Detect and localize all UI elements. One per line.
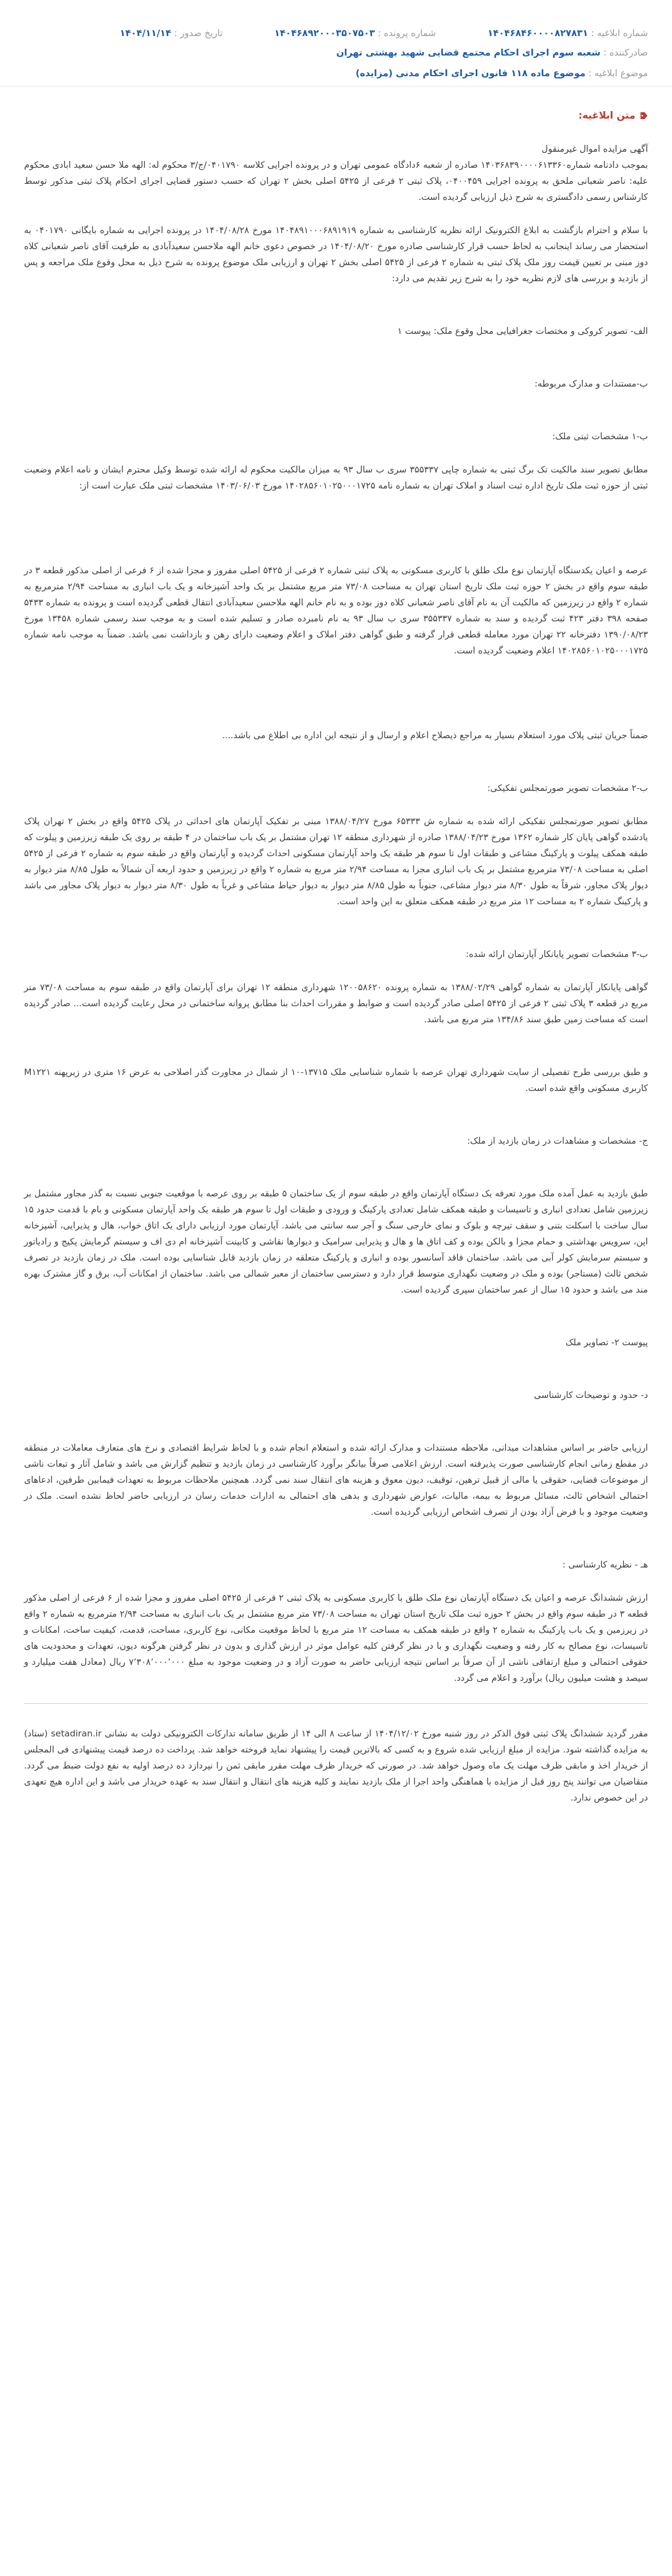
spacer [24,444,648,462]
notice-paragraph: عرصه و اعیان یکدستگاه آپارتمان نوع ملک طلق با کاربری مسکونی به پلاک ثبتی شماره ۲ فرعی از ۵۴۲۵ اصلی مفروز و مجزا شده از ۶ فرعی از اصلی مذکور قطعه ۳ در طبقه سوم واقع در بخش ۲ حوزه ثبت ملک تاریخ استان تهران به مساحت ۷۳/۰۸ متر مربع مشتمل بر یک واحد آشپزخانه و یک باب انباری به مساحت ۲/۹۴ مترمربع به شماره ۲ واقع در زیرزمین که مالکیت آن به نام آقای ناصر شعبانی کلاه دوز بوده و به نام خانم الهه ملاحسن سعیدآبادی انتقال قطعی گردیده است و پرونده به شماره ۵۴۳۳ صفحه ۳۹۸ دفتر ۴۲۳ ثبت گردیده و سند به شماره ۳۵۵۳۳۷ سری ب سال ۹۳ به نام نامبرده صادر و تسلیم شده است و به موجب سند رسمی شماره ۱۳۴۵۸ مورخ ۱۳۹۰/۰۸/۲۳ دفترخانه ۲۲ تهران مورد معامله قطعی قرار گرفته و طبق گواهی دفتر املاک و اعلام وضعیت دارای رهن و بازداشت نمی باشد. ضمناً به موجب نامه شماره ۱۴۰۲۸۵۶۰۱۰۲۵۰۰۰۱۷۲۵ اعلام وضعیت گردیده است. [24,565,648,656]
spacer [24,659,648,727]
notice-paragraph: ب-مستندات و مدارک مربوطه: [534,379,648,389]
notice-paragraph: ب-۳ مشخصات تصویر پایانکار آپارتمان ارائه شده: [465,949,648,959]
issuer-label: صادرکننده : [603,47,648,58]
spacer [24,1096,648,1133]
spacer [24,286,648,323]
issuer-row [336,47,648,58]
notice-paragraph: مقرر گردید ششدانگ پلاک ثبتی فوق الذکر در روز شنبه مورخ ۱۴۰۴/۱۲/۰۲ از ساعت ۸ الی ۱۴ از طریق سامانه تدارکات الکترونیکی دولت به نشانی setadiran.ir (ستاد) به مزایده گذاشته شود. مزایده از مبلغ ارزیابی شده شروع و به کسی که بالاترین قیمت را پیشنهاد نماید فروخته خواهد شد. پرداخت ده درصد قیمت پیشنهادی فی المجلس از خریدار اخذ و مابقی ظرف مهلت یک ماه وصول خواهد شد. در صورتی که خریدار ظرف مهلت مقرر مابقی ثمن را نپردازد ده درصد اولیه به نفع دولت ضبط می گردد. متقاضیان می توانند پنج روز قبل از مزایده با هماهنگی واحد اجرا از ملک بازدید نمایند و کلیه هزینه های انتقال و انتقال سند به عهده خریدار می باشد و این اداره هیچ تعهدی در این خصوص ندارد. [24,1728,648,1803]
notice-paragraph: با سلام و احترام بازگشت به ابلاغ الکترونیک ارائه نظریه کارشناسی به شماره ۱۴۰۴۸۹۱۰۰۰۶۸۹۱۹۱۹ مورخ ۱۴۰۴/۰۸/۲۸ در پرونده اجرایی به شماره بایگانی ۰۴۰۱۷۹۰ به استحضار می رساند اینجانب به لحاظ حسب قرار کارشناسی صادره مورخ ۱۴۰۴/۰۸/۲۰ در خصوص دعوی خانم الهه ملاحسن سعیدآبادی به طرفیت آقای ناصر شعبانی کلاه دوز مبنی بر تعیین قیمت روز ملک پلاک ثبتی به شماره ۲ فرعی از ۵۴۲۵ اصلی بخش ۲ تهران و ارزیابی ملک موضوع پرونده به شرح ذیل به محل وقوع ملک مراجعه و پس از بازدید و بررسی های لازم نظریه خود را به شرح زیر تقدیم می دارد: [24,225,648,283]
notice-paragraph: ب-۱ مشخصات ثبتی ملک: [552,431,648,442]
case-no-label: شماره پرونده : [378,27,436,38]
issuer: شعبه سوم اجرای احکام مجتمع قضایی شهید بهشتی تهران [336,47,601,58]
subject-row [355,68,648,78]
notice-paragraph: بموجب دادنامه شماره۱۴۰۳۶۸۳۹۰۰۰۰۶۱۳۳۶۰ صادره از شعبه ۶دادگاه عمومی تهران و در پرونده اجرایی کلاسه ۰۴۰۱۷۹۰/ج/۳ محکوم له: الهه ملا حسن سعید ابادی محکوم علیه: ناصر شعبانی ملحق به پرونده اجرایی ۰۴۰۰۴۵۹، پلاک ثبتی ۲ فرعی از ۵۴۲۵ اصلی بخش ۲ تهران که حسب دستور قضایی اجرای احکام پلاک ثبتی مذکور توسط کارشناس رسمی دادگستری به شرح ذیل ارزیابی گردیده است. [24,160,648,202]
spacer [24,1520,648,1557]
spacer [24,796,648,813]
notice-text-heading [579,110,648,121]
notice-body [24,141,648,1806]
notice-no: ۱۴۰۴۶۸۴۶۰۰۰۰۸۲۷۸۳۱ [487,27,588,38]
notice-paragraph: ارزیابی حاضر بر اساس مشاهدات میدانی، ملاحظه مستندات و مدارک ارائه شده و استعلام انجام شده و با لحاظ شرایط اقتصادی و نرخ های متعارف معاملات در منطقه در مقطع زمانی انجام کارشناسی صورت پذیرفته است. ارزش اعلامی صرفاً بیانگر برآورد کارشناسی در زمان بازدید و تنظیم گزارش می باشد و شامل آثار و تبعات ناشی از موضوعات قضایی، حقوقی یا مالی از قبیل ترهین، توقیف، دیون معوق و هزینه های انتقال سند نمی گردد. همچنین ملاحظات مربوط به تعهدات فیمابین طرفین، ادعاهای احتمالی اشخاص ثالث، مسائل مربوط به بیمه، مالیات، عوارض شهرداری و بدهی های احتمالی به ادارات خدمات رسان در ارزیابی حاضر لحاظ نشده است. ملک در وضعیت موجود و با فرض آزاد بودن از تصرف اشخاص ارزیابی گردیده است. [24,1443,648,1517]
spacer [24,1403,648,1440]
notice-paragraph: ج- مشخصات و مشاهدات در زمان بازدید از ملک: [467,1136,648,1146]
spacer [24,962,648,979]
spacer [24,1149,648,1185]
notice-paragraph: هـ - نظریه کارشناسی : [562,1559,648,1570]
case-no: ۱۴۰۴۶۸۹۲۰۰۰۳۵۰۷۵۰۳ [274,27,375,38]
spacer [24,909,648,946]
notice-paragraph: آگهی مزایده اموال غیرمنقول [541,144,648,154]
notice-paragraph: ارزش ششدانگ عرصه و اعیان یک دستگاه آپارتمان نوع ملک طلق با کاربری مسکونی به پلاک ثبتی ۲ فرعی از ۵۴۲۵ اصلی مفروز و مجزا شده از ۶ فرعی از اصلی مذکور قطعه ۳ در طبقه سوم واقع در بخش ۲ حوزه ثبت ملک تاریخ استان تهران به مساحت ۷۳/۰۸ متر مربع مشتمل بر یک باب انباری به مساحت ۲/۹۴ مترمربع به شماره ۲ واقع در زیرزمین و یک باب پارکینگ به شماره ۲ واقع در طبقه همکف به مساحت ۱۲ متر مربع با لحاظ موقعیت مکانی، نوع کاربری، مساحت، قدمت، کیفیت ساخت، امکانات و تاسیسات، نوع مصالح به کار رفته و وضعیت نگهداری و با در نظر گرفتن کلیه عوامل موثر در ارزش گذاری و بدون در نظر گرفتن هرگونه دیون، تعهدات و محدودیت های حقوقی احتمالی و مبلغ ارتفاقی ناشی از آن صرفاً بر اساس نتیجه ارزیابی حاضر به صورت آزاد و در وضعیت موجود به مبلغ ۷٬۳۰۸٬۰۰۰٬۰۰۰ ریال (معادل هفت میلیارد و سیصد و هشت میلیون ریال) برآورد و اعلام می گردد. [24,1593,648,1683]
notice-paragraph: مطابق تصویر صورتمجلس تفکیکی ارائه شده به شماره ش ۶۵۳۳۳ مورخ ۱۳۸۸/۰۴/۲۷ مبنی بر تفکیک آپارتمان های احداثی در پلاک ۵۴۲۵ واقع در بخش ۲ تهران پلاک یادشده گواهی پایان کار شماره ۱۳۶۲ مورخ ۱۳۸۸/۰۴/۲۳ صادره از شهرداری منطقه ۱۲ تهران مشتمل بر یک باب ساختمان در ۴ طبقه بر روی یک طبقه زیرزمین و پیلوت که طبقه همکف پیلوت و پارکینگ مشاعی و طبقات اول تا سوم هر طبقه یک واحد آپارتمان مسکونی احداث گردیده و آپارتمان واقع در طبقه سوم به شماره ۲ فرعی از ۵۴۲۵ اصلی به مساحت ۷۳/۰۸ مترمربع مشتمل بر یک باب انباری مجزا به مساحت ۲/۹۴ متر مربع به شماره ۲ واقع در زیرزمین و حدود اربعه آن شمالاً به طول ۸/۸۵ متر دیوار به دیوار پلاک مجاور، شرقاً به طول ۸/۳۰ متر دیوار مشاعی، جنوباً به طول ۸/۸۵ متر دیوار به دیوار حیاط مشاعی و غرباً به طول ۸/۳۰ متر دیوار به دیوار پلاک مجاور می باشد و پارکینگ شماره ۲ به مساحت ۱۲ متر مربع در طبقه همکف متعلق به این واحد است. [24,816,649,907]
notice-paragraph: و طبق بررسی طرح تفصیلی از سایت شهرداری تهران عرصه با شماره شناسایی ملک ۱۳۷۱۵-۱۰ از شمال در مجاورت گذر اصلاحی به عرض ۱۶ متری در زیرپهنه M۱۲۲۱ کاربری مسکونی واقع شده است. [24,1067,648,1093]
spacer [24,1027,648,1064]
notice-paragraph: ضمناً جریان ثبتی پلاک مورد استعلام بسیار به مراجع ذیصلاح اعلام و ارسال و از نتیجه این اداره بی اطلاع می باشد.... [222,730,648,740]
notice-paragraph: پیوست ۲- تصاویر ملک [565,1337,648,1348]
notice-no-label: شماره ابلاغیه : [591,27,648,38]
spacer [24,339,648,376]
subject: موضوع ماده ۱۱۸ قانون اجرای احکام مدنی (مزایده) [355,68,586,78]
notice-header [0,0,672,86]
spacer [24,494,648,562]
spacer [24,392,648,428]
issue-date: ۱۴۰۴/۱۱/۱۴ [120,27,172,38]
subject-label: موضوع ابلاغیه : [588,68,648,78]
spacer [24,1350,648,1387]
spacer [24,743,648,780]
notice-paragraph: د- حدود و توضیحات کارشناسی [533,1390,648,1400]
notice-text-title: متن ابلاغیه: [578,110,635,121]
divider [24,1703,648,1704]
notice-meta-row [120,27,648,38]
spacer [24,205,648,222]
spacer [24,1573,648,1590]
notice-paragraph: الف- تصویر کروکی و مختصات جغرافیایی محل وقوع ملک: پیوست ۱ [397,326,648,336]
notice-paragraph: گواهی پایانکار آپارتمان به شماره گواهی ۱۳۸۸/۰۲/۲۹ به شماره پرونده ۱۲۰۰۵۸۶۲۰ شهرداری منطقه ۱۲ تهران برای آپارتمان واقع در طبقه سوم به مساحت ۷۳/۰۸ متر مربع در قطعه ۳ پلاک ثبتی ۲ فرعی از ۵۴۲۵ اصلی صادر گردیده است و ضوابط و مقررات احداث بنا مطابق پروانه ساختمانی در محل رعایت گردیده است... صادر گردیده است که مساحت زمین طبق سند ۱۳۴/۸۶ متر مربع می باشد. [24,982,649,1025]
notice-paragraph: ب-۲ مشخصات تصویر صورتمجلس تفکیکی: [487,783,648,793]
tag-icon [640,112,648,120]
notice-paragraph: مطابق تصویر سند مالکیت تک برگ ثبتی به شماره چاپی ۳۵۵۳۳۷ سری ب سال ۹۳ به میزان مالکیت محکوم له ارائه شده توسط وکیل محترم ایشان و نامه اعلام وضعیت ثبتی از حوزه ثبت ملک تاریخ اداره ثبت اسناد و املاک تهران به شماره نامه ۱۴۰۲۸۵۶۰۱۰۲۵۰۰۰۱۷۲۵ مورخ ۱۴۰۳/۰۶/۰۳ مشخصات ثبتی ملک عبارت است از: [24,464,648,491]
notice-paragraph: طبق بازدید به عمل آمده ملک مورد تعرفه یک دستگاه آپارتمان واقع در طبقه سوم از یک ساختمان ۵ طبقه بر روی عرصه با موقعیت جنوبی نسبت به گذر مجاور مشتمل بر زیرزمین شامل تعدادی انباری و تاسیسات و طبقه همکف شامل تعدادی پارکینگ و ورودی و طبقات اول تا سوم هر طبقه یک واحد آپارتمان مسکونی و بام با قدمت حدود ۱۵ سال ساخت با اسکلت بتنی و سقف تیرچه و بلوک و نمای خارجی سنگ و آجر سه سانتی می باشد. آپارتمان مورد ارزیابی دارای یک اتاق خواب، هال و پذیرایی، آشپزخانه اپن، سرویس بهداشتی و حمام مجزا و بالکن بوده و کف اتاق ها و هال و پذیرایی سرامیک و دیوارها نقاشی و کابینت آشپزخانه ام دی اف و سیستم گرمایش پکیج و رادیاتور و سیستم سرمایش کولر آبی می باشد. ساختمان فاقد آسانسور بوده و انباری و پارکینگ متعلقه در زمان بازدید قابل شناسایی بوده است. ملک در زمان بازدید در تصرف شخص ثالث (مستاجر) بوده و ملک در وضعیت نگهداری متوسط قرار دارد و دسترسی ساختمان از معبر شمالی می باشد. ساختمان از امکانات آب، برق و گاز مشترک بهره مند می باشد و حدود ۱۵ سال از عمر ساختمان سپری گردیده است. [24,1188,648,1295]
spacer [24,1298,648,1334]
issue-date-label: تاریخ صدور : [174,27,223,38]
